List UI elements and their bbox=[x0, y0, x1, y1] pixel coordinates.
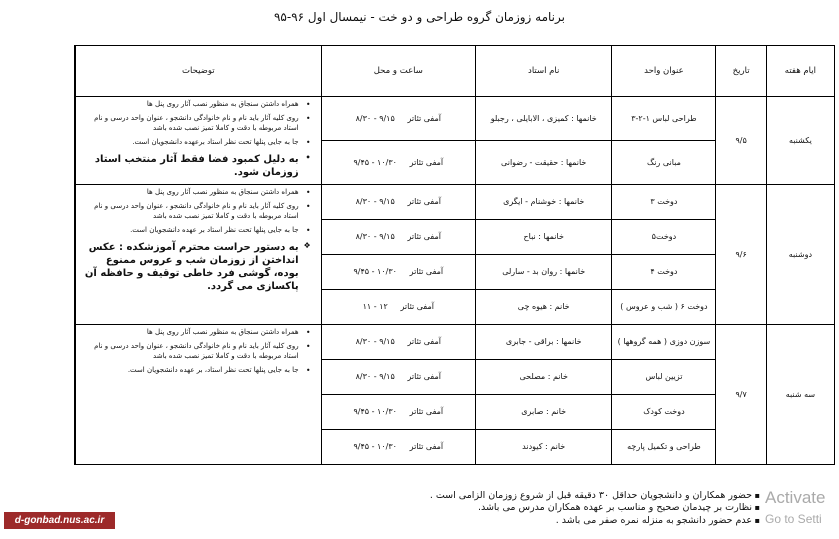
footer-note: ▪ عدم حضور دانشجو به منزله نمره صفر می باشد . bbox=[420, 515, 760, 527]
place-text: آمفی تئاتر bbox=[407, 113, 441, 123]
course-cell: مبانی رنگ bbox=[612, 140, 716, 184]
teacher-cell: خانم : مصلحی bbox=[475, 359, 611, 394]
place-text: آمفی تئاتر bbox=[409, 442, 444, 452]
note-item: • روی کلیه آثار باید نام و نام خانوادگی دانشجو ، عنوان واحد درسی و نام استاد مربوطه با دقت و کاملا تمیز نصب شده باشد bbox=[82, 114, 299, 133]
table-row bbox=[75, 97, 835, 141]
notes-cell bbox=[75, 97, 321, 185]
footer-notes bbox=[420, 490, 760, 527]
time-text: ۹/۱۵ - ۸/۳۰ bbox=[355, 232, 395, 242]
time-text: ۱۰/۳۰ - ۹/۴۵ bbox=[353, 267, 397, 277]
page-title: برنامه زوزمان گروه طراحی و دو خت - نیمسال اول ۹۶-۹۵ bbox=[273, 10, 565, 24]
note-item: • روی کلیه آثار باید نام و نام خانوادگی دانشجو ، عنوان واحد درسی و نام استاد مربوطه با دقت و کاملا تمیز نصب شده باشد bbox=[82, 342, 299, 361]
teacher-cell: خانم : هیوه چی bbox=[475, 289, 611, 324]
day-cell: دوشنبه bbox=[766, 184, 834, 324]
time-place-cell bbox=[321, 429, 475, 464]
header-course: عنوان واحد bbox=[612, 46, 716, 97]
teacher-cell: خانمها : براقی - جابری bbox=[475, 324, 611, 359]
footer-note: ▪ حضور همکاران و دانشجویان حداقل ۳۰ دقیقه قبل از شروع زوزمان الزامی است . bbox=[420, 490, 760, 502]
header-day: ایام هفته bbox=[766, 46, 834, 97]
time-text: ۱۰/۳۰ - ۹/۴۵ bbox=[353, 407, 397, 417]
note-item: • جا به جایی پنلها تحت نظر استاد برعهده دانشجویان است. bbox=[82, 138, 299, 147]
header-time: ساعت و محل bbox=[321, 46, 475, 97]
place-text: آمفی تئاتر bbox=[407, 337, 441, 347]
spacer bbox=[397, 442, 410, 451]
notes-list bbox=[82, 328, 311, 376]
place-text: آمفی تئاتر bbox=[409, 157, 444, 167]
course-cell: دوخت کودک bbox=[612, 394, 716, 429]
time-text: ۹/۱۵ - ۸/۳۰ bbox=[355, 113, 395, 123]
time-place-cell bbox=[321, 359, 475, 394]
date-cell: ۹/۷ bbox=[716, 324, 766, 464]
time-place-cell bbox=[321, 289, 475, 324]
date-cell: ۹/۶ bbox=[716, 184, 766, 324]
time-text: ۱۲ - ۱۱ bbox=[362, 302, 388, 312]
time-place-cell bbox=[321, 140, 475, 184]
table-row bbox=[75, 324, 835, 359]
table-header-row bbox=[75, 46, 835, 97]
place-text: آمفی تئاتر bbox=[407, 197, 441, 207]
note-item: ❖ به دستور حراست محترم آموزشکده : عکس انداختن از زوزمان شب و عروس ممنوع بوده، گوشی فرد خاطی توقیف و حافظه آن پاکسازی می گردد. bbox=[82, 241, 299, 293]
activation-watermark-sub: Go to Setti bbox=[765, 512, 822, 526]
spacer bbox=[388, 302, 401, 311]
course-cell: سوزن دوزی ( همه گروهها ) bbox=[612, 324, 716, 359]
teacher-cell: خانمها : خوشنام - ایگری bbox=[475, 184, 611, 219]
schedule-body bbox=[75, 97, 835, 465]
note-item: • همراه داشتن سنجاق به منظور نصب آثار روی پنل ها bbox=[82, 100, 299, 109]
spacer bbox=[395, 372, 408, 381]
header-notes: توضیحات bbox=[75, 46, 321, 97]
time-text: ۱۰/۳۰ - ۹/۴۵ bbox=[353, 157, 397, 167]
course-cell: تزیین لباس bbox=[612, 359, 716, 394]
notes-list bbox=[82, 100, 311, 179]
time-text: ۹/۱۵ - ۸/۳۰ bbox=[355, 372, 395, 382]
course-cell: دوخت ۴ bbox=[612, 254, 716, 289]
note-item: • همراه داشتن سنجاق به منظور نصب آثار روی پنل ها bbox=[82, 188, 299, 197]
date-cell: ۹/۵ bbox=[716, 97, 766, 185]
time-place-cell bbox=[321, 254, 475, 289]
time-place-cell bbox=[321, 97, 475, 141]
table-row bbox=[75, 184, 835, 219]
time-place-cell bbox=[321, 394, 475, 429]
course-cell: دوخت۵ bbox=[612, 219, 716, 254]
notes-list bbox=[82, 188, 311, 293]
note-item: • به دلیل کمبود فضا فقط آثار منتخب استاد زوزمان شود. bbox=[82, 153, 299, 179]
time-place-cell bbox=[321, 219, 475, 254]
header-date: تاریخ bbox=[716, 46, 766, 97]
notes-cell bbox=[75, 184, 321, 324]
note-item: • روی کلیه آثار باید نام و نام خانوادگی دانشجو ، عنوان واحد درسی و نام استاد مربوطه با دقت و کاملا تمیز نصب شده باشد bbox=[82, 202, 299, 221]
time-place-cell bbox=[321, 184, 475, 219]
footer-note: ▪ نظارت بر چیدمان صحیح و مناسب بر عهده همکاران مدرس می باشد. bbox=[420, 502, 760, 514]
day-cell: سه شنبه bbox=[766, 324, 834, 464]
place-text: آمفی تئاتر bbox=[407, 372, 441, 382]
place-text: آمفی تئاتر bbox=[409, 267, 444, 277]
spacer bbox=[395, 197, 408, 206]
header-teacher: نام استاد bbox=[475, 46, 611, 97]
schedule-table bbox=[74, 45, 835, 465]
note-item: • همراه داشتن سنجاق به منظور نصب آثار روی پنل ها bbox=[82, 328, 299, 337]
course-cell: دوخت ۶ ( شب و عروس ) bbox=[612, 289, 716, 324]
activation-watermark: Activate bbox=[765, 488, 826, 507]
teacher-cell: خانمها : نباح bbox=[475, 219, 611, 254]
place-text: آمفی تئاتر bbox=[400, 302, 434, 312]
course-cell: طراحی و تکمیل پارچه bbox=[612, 429, 716, 464]
note-item: • جا به جایی پنلها تحت نظر استاد بر عهده دانشجویان است. bbox=[82, 226, 299, 235]
place-text: آمفی تئاتر bbox=[407, 232, 441, 242]
teacher-cell: خانمها : حقیقت - رضوانی bbox=[475, 140, 611, 184]
spacer bbox=[395, 337, 408, 346]
spacer bbox=[397, 158, 410, 167]
note-item: • جا به جایی پنلها تحت نظر استاد، بر عهده دانشجویان است. bbox=[82, 366, 299, 375]
time-text: ۹/۱۵ - ۸/۳۰ bbox=[355, 337, 395, 347]
time-text: ۱۰/۳۰ - ۹/۴۵ bbox=[353, 442, 397, 452]
teacher-cell: خانم : صابری bbox=[475, 394, 611, 429]
teacher-cell: خانم : کیودند bbox=[475, 429, 611, 464]
spacer bbox=[395, 232, 408, 241]
spacer bbox=[395, 114, 408, 123]
teacher-cell: خانمها : روان بد - سارلی bbox=[475, 254, 611, 289]
site-logo[interactable]: d-gonbad.nus.ac.ir bbox=[4, 512, 115, 529]
course-cell: دوخت ۳ bbox=[612, 184, 716, 219]
course-cell: طراحی لباس ۱-۲-۳ bbox=[612, 97, 716, 141]
teacher-cell: خانمها : کمیزی ، الابایلی ، رجبلو bbox=[475, 97, 611, 141]
spacer bbox=[397, 267, 410, 276]
time-text: ۹/۱۵ - ۸/۳۰ bbox=[355, 197, 395, 207]
day-cell: یکشنبه bbox=[766, 97, 834, 185]
notes-cell bbox=[75, 324, 321, 464]
place-text: آمفی تئاتر bbox=[409, 407, 444, 417]
time-place-cell bbox=[321, 324, 475, 359]
spacer bbox=[397, 407, 410, 416]
